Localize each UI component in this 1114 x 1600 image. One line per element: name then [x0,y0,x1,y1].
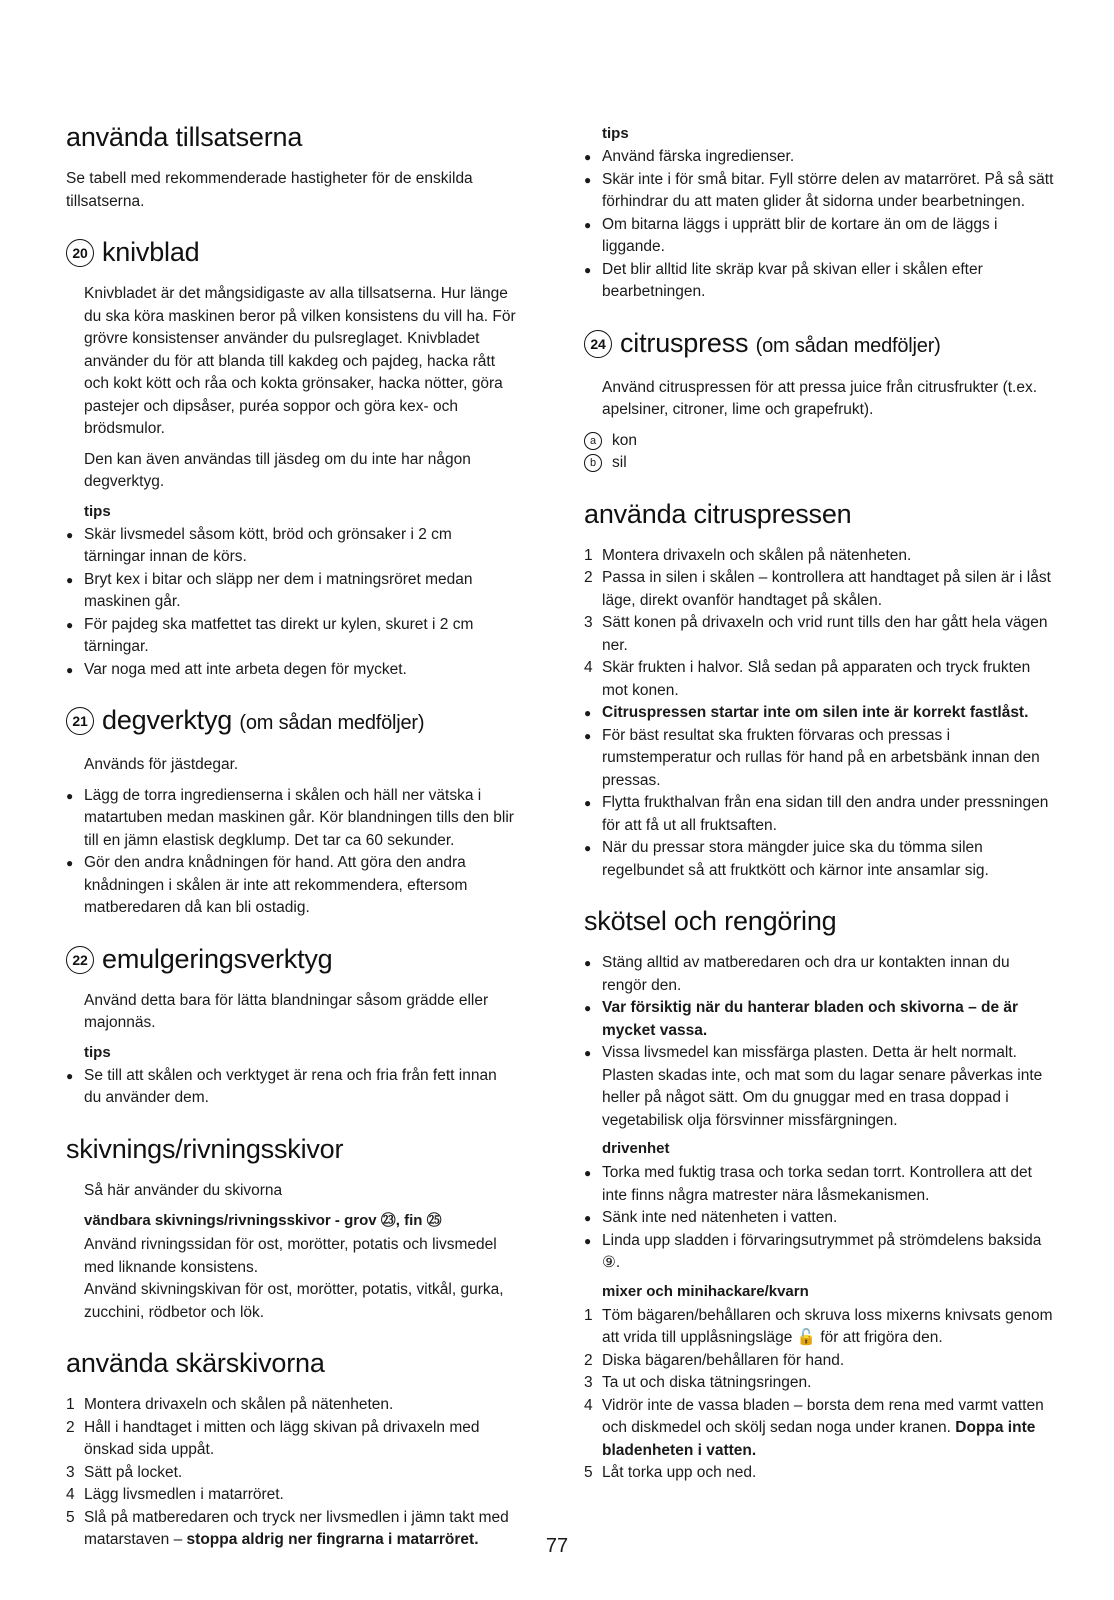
step-text: Skär frukten i halvor. Slå sedan på apparaten och tryck frukten mot konen. [602,659,1031,699]
step-text: Montera drivaxeln och skålen på nätenheten. [84,1396,394,1413]
heading-text: emulgeringsverktyg [102,943,333,974]
step-text: Diska bägaren/behållaren för hand. [602,1351,845,1369]
step-item [584,567,1054,612]
part-label: sil [612,454,627,471]
heading-sub: (om sådan medföljer) [239,712,425,734]
paragraph: Använd citruspressen för att pressa juice från citrusfrukter (t.ex. apelsiner, citroner, lime och grapefrukt). [602,378,1038,418]
step-text: Håll i handtaget i mitten och lägg skivan på drivaxeln med önskad sida uppåt. [84,1418,480,1458]
part-item [584,452,1054,475]
warning-item: ● Citruspressen startar inte om silen inte är korrekt fastlåst. [584,702,1054,725]
step-number: 5 [66,1508,75,1526]
step-text: Montera drivaxeln och skålen på nätenheten. [602,546,912,564]
paragraph: Så här använder du skivorna [84,1181,283,1199]
heading-anvanda-citrus: använda citruspressen [584,498,852,529]
step-number: 4 [66,1486,75,1503]
subheading: vändbara skivnings/rivningsskivor - grov ㉓, fin ㉕ [84,1212,442,1229]
step-item [66,1394,516,1417]
steps-list [66,1394,516,1552]
letter-badge: b [584,454,602,472]
list-item: ● För bäst resultat ska frukten förvaras och pressas i rumstemperatur och rullas för hand på en arbetsbänk innan den pressas. [584,725,1054,793]
step-number: 1 [66,1396,75,1413]
list-item: ● Var noga med att inte arbeta degen för mycket. [66,659,516,682]
heading-skivor: skivnings/rivningsskivor [66,1133,344,1164]
section-skotsel [584,904,1054,1485]
mixer-steps-list [584,1305,1054,1485]
step-warning: Doppa inte bladenheten i vatten. [602,1419,1036,1459]
heading-degverktyg [66,703,516,740]
step-item [66,1462,516,1485]
heading-text: degverktyg [102,705,233,735]
step-item [584,545,1054,568]
paragraph: Används för jästdegar. [84,756,239,773]
list-item: ● Gör den andra knådningen för hand. Att göra den andra knådningen i skålen är inte att rekommendera, eftersom matberedaren då kan bli ostadig. [66,852,516,920]
step-text: Låt torka upp och ned. [602,1464,757,1481]
text-tillsatser: Se tabell med rekommenderade hastigheter för de enskilda tillsatserna. [66,170,473,210]
tips-list [66,524,516,682]
tips-label: tips [84,1043,111,1061]
right-column [584,124,1054,1507]
list-item: ● För pajdeg ska matfettet tas direkt ur kylen, skuret i 2 cm tärningar. [66,614,516,659]
section-tillsatser [66,120,516,213]
step-number: 5 [584,1464,593,1481]
step-item [584,612,1054,657]
step-item [584,1305,1054,1350]
tips-list [66,1065,516,1110]
subheading-drivenhet: drivenhet [602,1140,670,1157]
section-skarskivor [66,1346,516,1552]
list-item: ● Skär livsmedel såsom kött, bröd och grönsaker i 2 cm tärningar innan de körs. [66,524,516,569]
step-number: 1 [584,546,593,564]
step-number: 2 [584,1351,593,1369]
paragraph: Använd detta bara för lätta blandningar såsom grädde eller majonnäs. [84,991,489,1031]
number-badge: 24 [584,330,612,358]
page-number: 77 [545,1535,569,1557]
list-item: ● Sänk inte ned nätenheten i vatten. [584,1207,1054,1230]
step-text: Sätt på locket. [84,1463,183,1481]
step-item [584,1372,1054,1395]
number-badge: 22 [66,946,94,974]
left-column [66,120,516,1574]
section-citruspress [584,326,1054,475]
heading-knivblad [66,235,516,269]
bullet-list [584,952,1054,1132]
heading-emulgering [66,942,516,976]
step-number: 3 [66,1463,75,1481]
letter-badge: a [584,432,602,450]
list-item: ● När du pressar stora mängder juice ska du tömma silen regelbundet så att fruktkött och kärnor inte ansamlar sig. [584,837,1054,882]
tips-list [584,146,1054,304]
tips-label: tips [602,125,629,142]
number-badge: 20 [66,239,94,267]
list-item: ● Torka med fuktig trasa och torka sedan torrt. Kontrollera att det inte finns några matrester nära låsmekanismen. [584,1162,1054,1207]
list-item: ● Om bitarna läggs i upprätt blir de kortare än om de läggs i liggande. [584,214,1054,259]
bullet-list [584,702,1054,882]
step-number: 3 [584,614,593,631]
warning-item: ● Var försiktig när du hanterar bladen och skivorna – de är mycket vassa. [584,997,1054,1042]
section-tips [584,124,1054,304]
heading-sub: (om sådan medföljer) [755,334,941,357]
paragraph: Den kan även användas till jäsdeg om du inte har någon degverktyg. [84,450,471,490]
section-emulgering [66,942,516,1110]
step-item [584,1350,1054,1373]
step-number: 1 [584,1306,593,1324]
list-item: ● Linda upp sladden i förvaringsutrymmet på strömdelens baksida ⑨. [584,1230,1054,1275]
step-warning: stoppa aldrig ner fingrarna i matarröret. [186,1531,479,1548]
paragraph: Använd skivningskivan för ost, morötter, potatis, vitkål, gurka, zucchini, rödbetor och lök. [84,1281,504,1321]
heading-tillsatser: använda tillsatserna [66,122,303,152]
tips-label: tips [84,502,111,520]
step-item [584,1462,1054,1485]
section-anvanda-citrus [584,497,1054,883]
part-item [584,430,1054,453]
section-knivblad [66,235,516,681]
list-item: ● Det blir alltid lite skräp kvar på skivan eller i skålen efter bearbetningen. [584,259,1054,304]
heading-text: knivblad [102,237,200,267]
list-item: ● Flytta frukthalvan från ena sidan till den andra under pressningen för att få ut all fruktsaften. [584,792,1054,837]
paragraph: Använd rivningssidan för ost, morötter, potatis och livsmedel med liknande konsistens. [84,1236,497,1276]
step-number: 2 [66,1418,75,1436]
bullet-list [66,785,516,920]
step-text: Lägg livsmedlen i matarröret. [84,1486,284,1503]
list-item: ● Vissa livsmedel kan missfärga plasten. Detta är helt normalt. Plasten skadas inte, och mat som du lagar senare påverkas inte heller på något sätt. Om du gnuggar med en trasa doppad i vegetabilisk olja försvinner missfärgningen. [584,1042,1054,1132]
step-text: Passa in silen i skålen – kontrollera att handtaget på silen är i låst läge, direkt ovanför handtaget på skålen. [602,569,1051,609]
step-item [584,1395,1054,1463]
list-item: ● Se till att skålen och verktyget är rena och fria från fett innan du använder dem. [66,1065,516,1110]
part-label: kon [612,431,637,449]
paragraph: Knivbladet är det mångsidigaste av alla tillsatserna. Hur länge du ska köra maskinen beror på vilken konsistens du vill ha. För grövre konsistenser använder du pulsreglaget. Knivbladet använder du för att blanda till kakdeg och pajdeg, hacka rått och kokt kött och råa och kokta grönsaker, hacka nötter, göra pastejer och dipsåser, puréa soppor och göra kex- och brödsmulor. [84,285,516,437]
list-item: ● Använd färska ingredienser. [584,146,1054,169]
steps-list [584,545,1054,703]
step-item [584,657,1054,702]
step-number: 4 [584,1396,593,1414]
step-text: Ta ut och diska tätningsringen. [602,1374,812,1391]
step-number: 4 [584,659,593,676]
list-item: ● Stäng alltid av matberedaren och dra ur kontakten innan du rengör den. [584,952,1054,997]
list-item: ● Bryt kex i bitar och släpp ner dem i matningsröret medan maskinen går. [66,569,516,614]
heading-citruspress [584,326,1054,363]
number-badge: 21 [66,707,94,735]
subheading-mixer: mixer och minihackare/kvarn [602,1282,809,1300]
step-item [66,1417,516,1462]
heading-skarskivor: använda skärskivorna [66,1348,325,1378]
section-degverktyg [66,703,516,920]
list-item: ● Lägg de torra ingredienserna i skålen och häll ner vätska i matartuben medan maskinen går. Kör blandningen tills den blir till en jämn elastisk degklump. Det tar ca 60 sekunder. [66,785,516,853]
list-item: ● Skär inte i för små bitar. Fyll större delen av matarröret. På så sätt förhindrar du att maten glider åt sidorna under bearbetningen. [584,169,1054,214]
step-number: 3 [584,1374,593,1391]
step-text: Slå på matberedaren och tryck ner livsmedlen i jämn takt med matarstaven – [84,1508,509,1548]
section-skivor [66,1132,516,1325]
heading-skotsel: skötsel och rengöring [584,906,837,936]
step-item [66,1484,516,1507]
drivenhet-list [584,1162,1054,1275]
step-text: Töm bägaren/behållaren och skruva loss mixerns knivsats genom att vrida till upplåsningsläge 🔓 för att frigöra den. [602,1306,1053,1346]
step-number: 2 [584,569,593,586]
heading-text: citruspress [620,327,749,358]
step-text: Vidrör inte de vassa bladen – borsta dem rena med varmt vatten och diskmedel och skölj sedan noga under kranen. [602,1396,1044,1436]
step-text: Sätt konen på drivaxeln och vrid runt tills den har gått hela vägen ner. [602,614,1048,654]
